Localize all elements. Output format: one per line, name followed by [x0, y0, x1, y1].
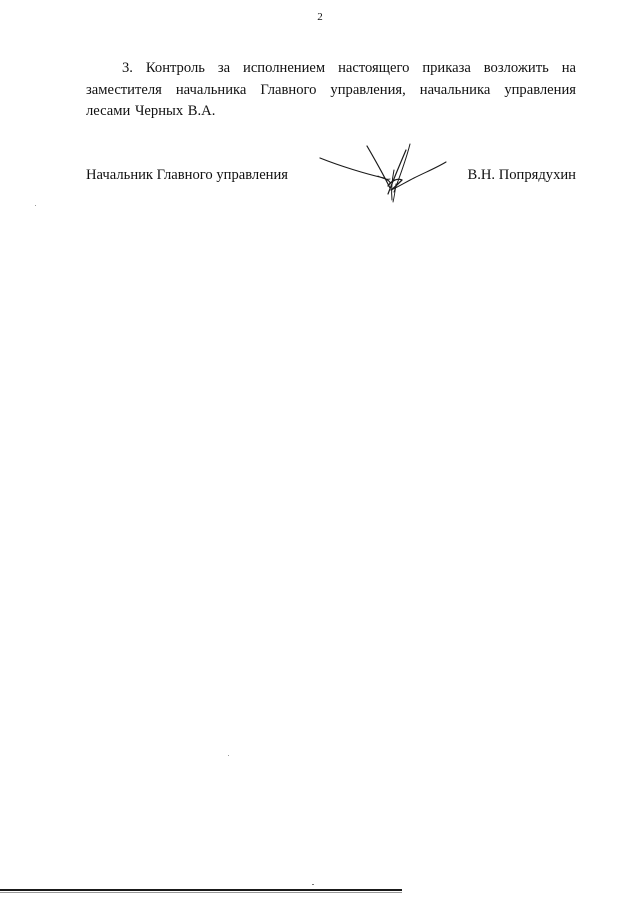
- handwritten-signature-icon: [318, 140, 454, 206]
- signatory-position: Начальник Главного управления: [86, 167, 289, 183]
- scan-speck: [312, 884, 314, 885]
- signatory-name: В.Н. Попрядухин: [467, 167, 576, 183]
- scan-edge-line: [0, 892, 402, 893]
- scan-edge-line: [0, 889, 402, 891]
- page-number: 2: [317, 11, 323, 23]
- scan-speck: [228, 755, 229, 756]
- paragraph-item-3: 3. Контроль за исполнением настоящего приказа возложить на заместителя начальника Главного управления, начальника управления лесами Черных В.А.: [86, 60, 576, 119]
- scan-speck: [35, 205, 36, 206]
